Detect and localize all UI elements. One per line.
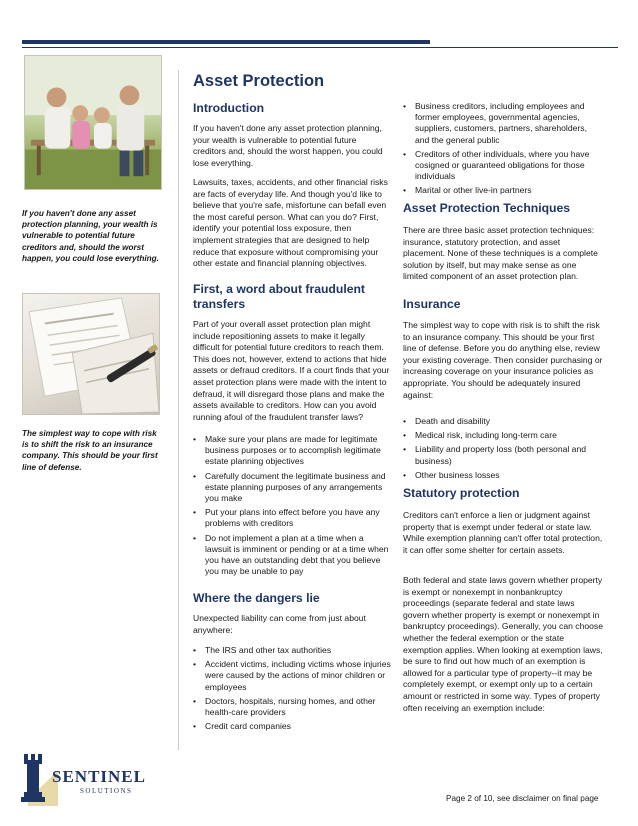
logo-subtitle: SOLUTIONS (80, 787, 133, 795)
heading-statutory: Statutory protection (403, 486, 520, 500)
sentinel-solutions-logo (18, 750, 178, 808)
column-divider (178, 70, 179, 750)
heading-introduction: Introduction (193, 101, 265, 115)
header-rule-thick (22, 40, 430, 44)
creditors-bullet-list (403, 101, 603, 200)
list-item: • Do not implement a plan at a time when a lawsuit is imminent or pending or at a time when you have an outstanding debt that you believe you may be unable to pay (193, 533, 391, 578)
sidebar-caption-2: The simplest way to cope with risk is to shift the risk to an insurance company. This should be your first line of defense. (22, 429, 158, 472)
list-item: • Carefully document the legitimate business and estate planning purposes of any arrangements you make (193, 471, 391, 505)
intro-paragraph-1: If you haven't done any asset protection planning, your wealth is vulnerable to potential future creditors and, should the worst happen, you could lose everything. (193, 123, 383, 168)
heading-insurance: Insurance (403, 297, 461, 311)
list-item: • Medical risk, including long-term care (403, 430, 603, 441)
dangers-bullet-list (193, 645, 391, 735)
statutory-paragraph-2: Both federal and state laws govern whether property is exempt or nonexempt in nonbankruptcy proceedings (separate federal and state laws govern whether property is exempt or nonexempt in bankruptcy proceedings). Generally, you can choose whether the federal exemption or the state exemption applies. When looking at exemption laws, be sure to find out how much of an exemption is allowed for a particular type of property--it may be completely exempt, or exempt only up to a certain amount or restricted in some way. Types of property often receiving an exemption include: (403, 575, 603, 713)
list-item: • Credit card companies (193, 721, 391, 732)
fraud-bullet-list (193, 434, 391, 580)
fraud-paragraph: Part of your overall asset protection plan might include repositioning assets to make it legally difficult for potential future creditors to reach them. This does not, however, extend to actions that hide assets or defraud creditors. If a court finds that your asset protection plans were made with the intent to defraud, it will disregard those plans and make the assets available to creditors. How can you avoid running afoul of the fraudulent transfer laws? (193, 319, 390, 422)
list-item: • Liability and property loss (both personal and business) (403, 444, 603, 466)
list-item: • The IRS and other tax authorities (193, 645, 391, 656)
family-photo (24, 55, 162, 190)
statutory-paragraph-1: Creditors can't enforce a lien or judgment against property that is exempt under federal or state law. While exemption planning can't offer total protection, it can offer some shelter for certain assets. (403, 510, 603, 555)
dangers-paragraph: Unexpected liability can come from just about anywhere: (193, 613, 366, 635)
list-item: • Creditors of other individuals, where you have cosigned or guaranteed obligations for those individuals (403, 149, 603, 183)
intro-paragraph-2: Lawsuits, taxes, accidents, and other financial risks are facts of everyday life. And though you'd like to believe that you're safe, misfortune can befall even the most careful person. What can you do? First, identify your potential loss exposure, then implement strategies that are designed to help reduce that exposure without compromising your other estate and financial planning objectives. (193, 177, 388, 269)
techniques-paragraph: There are three basic asset protection techniques: insurance, statutory protection, and asset placement. None of these techniques is a complete solution by itself, but may make sense as one limited component of an asset protection plan. (403, 225, 598, 282)
logo-name: SENTINEL (52, 767, 146, 786)
list-item: • Make sure your plans are made for legitimate business purposes or to accomplish legitimate estate planning objectives (193, 434, 391, 468)
documents-photo (22, 293, 160, 415)
list-item: • Accident victims, including victims whose injuries were caused by the actions of minor children or employees (193, 659, 391, 693)
header-rule-thin (22, 47, 618, 48)
page-footer: Page 2 of 10, see disclaimer on final page (446, 794, 599, 803)
list-item: • Death and disability (403, 416, 603, 427)
heading-fraudulent-transfers: First, a word about fraudulent transfers (193, 282, 365, 311)
insurance-bullet-list (403, 416, 603, 484)
sidebar-caption-1: If you haven't done any asset protection planning, your wealth is vulnerable to potential future creditors and, should the worst happen, you could lose everything. (22, 209, 159, 263)
list-item: • Other business losses (403, 470, 603, 481)
list-item: • Marital or other live-in partners (403, 185, 603, 196)
list-item: • Put your plans into effect before you have any problems with creditors (193, 507, 391, 529)
heading-dangers: Where the dangers lie (193, 591, 320, 605)
heading-techniques: Asset Protection Techniques (403, 201, 571, 215)
list-item: • Business creditors, including employees and former employees, governmental agencies, suppliers, customers, partners, shareholders, and the general public (403, 101, 603, 146)
list-item: • Doctors, hospitals, nursing homes, and other health-care providers (193, 696, 391, 718)
page-title: Asset Protection (193, 72, 325, 90)
insurance-paragraph: The simplest way to cope with risk is to shift the risk to an insurance company. This should be your first line of defense. Before you do anything else, review your existing coverage. Then consider purchasing or increasing coverage on your insurance policies as appropriate. You should be adequately insured against: (403, 320, 603, 400)
